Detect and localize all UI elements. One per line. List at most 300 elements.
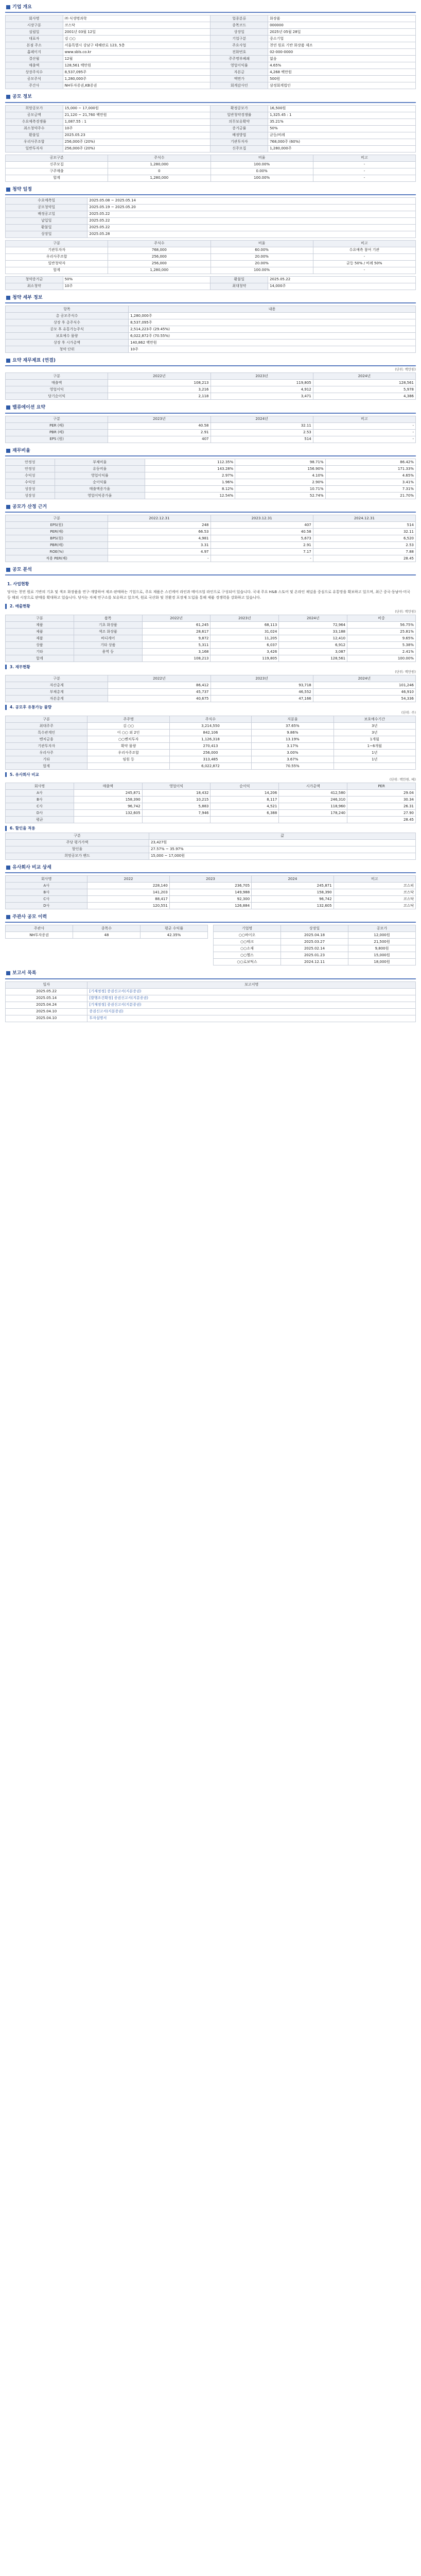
table-cell: 40.58: [210, 529, 313, 535]
column-header: 품목: [74, 615, 142, 621]
table-row: [6, 542, 416, 549]
table-cell: C사: [6, 803, 74, 810]
table-cell: -: [313, 161, 415, 168]
table-cell: 제품: [6, 635, 74, 641]
table-cell: 10,215: [142, 796, 210, 803]
table-cell: 3.31: [108, 542, 210, 549]
table-cell: 3,087: [279, 648, 347, 655]
table-cell: 상장 후 총주식수: [6, 319, 129, 326]
table-cell: 안정성: [6, 465, 55, 472]
table-header-row: [6, 981, 416, 988]
section-s6: [5, 403, 416, 443]
table-cell: 2.41%: [347, 648, 416, 655]
table-cell: 25.81%: [347, 628, 416, 635]
table-cell: 128,561: [313, 380, 415, 386]
column-header: 기업명: [214, 925, 281, 932]
table-cell: 21,500원: [348, 939, 416, 945]
table-cell: 270,413: [169, 742, 251, 749]
table-cell: 수익성: [6, 479, 55, 485]
table-header-row: [6, 876, 416, 883]
table-cell: 27.57% ~ 35.97%: [149, 846, 415, 853]
table-cell: 3,214,550: [169, 722, 251, 729]
table-row: [6, 522, 416, 529]
table-row: [6, 224, 416, 231]
column-header: 순이익: [210, 783, 279, 790]
table-row: [6, 62, 416, 69]
table-row: [6, 810, 416, 817]
unit-label: (단위: 백만원): [395, 609, 416, 614]
table-cell: 15,000원: [348, 952, 416, 959]
table-cell: 우리사주조합: [87, 749, 169, 756]
table-row: [6, 621, 416, 628]
table-cell: 21,120 ~ 21,760 백만원: [63, 112, 210, 118]
table-cell: [210, 817, 279, 823]
subsection-title: 2. 매출현황: [5, 604, 416, 608]
table-cell: 28.45: [313, 555, 415, 562]
column-header: 주주명: [87, 716, 169, 722]
table-cell: 주요사업: [210, 42, 268, 49]
table-cell: 6,388: [210, 810, 279, 817]
table-row: [6, 139, 416, 145]
table-row: [6, 22, 416, 29]
table-cell: 성장성: [6, 485, 55, 492]
table-cell: 1,280,000주: [63, 76, 210, 82]
column-header: 시가총액: [279, 783, 347, 790]
table-row: [6, 105, 416, 112]
table-cell: 12.54%: [145, 492, 235, 499]
table-cell: 23,427원: [149, 839, 415, 846]
table-cell: 주간사: [6, 82, 63, 89]
column-header: 주식수: [169, 716, 251, 722]
table-row: [6, 333, 416, 340]
table-cell: [279, 817, 347, 823]
table-row: [6, 319, 416, 326]
table-cell: NH투자증권,KB증권: [63, 82, 210, 89]
table-cell: 0.00%: [210, 168, 313, 175]
table-cell: 4,268 백만원: [268, 69, 416, 76]
table-cell: 2025.04.18: [281, 932, 348, 939]
column-header: 2023.12.31: [210, 515, 313, 522]
table-cell: 1,280,000주: [268, 145, 416, 152]
table-cell: 구주매출: [6, 168, 108, 175]
table-row: [6, 76, 416, 82]
table-cell: 92,300: [169, 896, 251, 903]
table-row: [6, 803, 416, 810]
table-cell: 313,485: [169, 756, 251, 762]
table-row: [6, 749, 416, 756]
table-cell: 1,280,000: [108, 161, 210, 168]
table-cell: 2025.04.24: [6, 1002, 87, 1008]
table-cell: 홈페이지: [6, 49, 63, 56]
table-cell: 결산월: [6, 56, 63, 62]
table-cell: 70.55%: [252, 762, 334, 769]
table-row: [6, 253, 416, 260]
unit-label: (단위: 백만원): [395, 367, 416, 372]
table-cell: 1,280,000: [108, 267, 210, 274]
table-cell: 배정공고일: [6, 211, 87, 217]
table-cell: 공모금액: [6, 112, 63, 118]
table-cell: 120,551: [87, 903, 169, 909]
column-header: 2024년: [210, 416, 313, 422]
table-cell: 768,000주 (60%): [268, 139, 416, 145]
table-cell: 8,117: [210, 796, 279, 803]
table-cell: 12,000원: [348, 932, 416, 939]
refund-table: [5, 276, 416, 290]
table-cell: 3.17%: [252, 742, 334, 749]
table-row: [6, 112, 416, 118]
table-cell: C사: [6, 896, 87, 903]
table-cell: 확약 물량: [87, 742, 169, 749]
table-cell: 의무보유확약: [210, 118, 268, 125]
table-row: [6, 247, 416, 253]
column-header: 종목수: [73, 925, 141, 932]
table-row: [6, 635, 416, 641]
table-cell: 최대청약: [210, 283, 268, 290]
table-row: [6, 56, 416, 62]
table-cell: 기관투자자: [6, 247, 108, 253]
table-cell: A사: [6, 883, 87, 889]
table-cell: 88,417: [87, 896, 169, 903]
table-cell: 171.33%: [325, 465, 415, 472]
table-cell: 천연 원료 기반 화장품 제조: [268, 42, 416, 49]
table-cell: 126,884: [169, 903, 251, 909]
column-header: 주식수: [108, 240, 210, 247]
table-cell: EPS (원): [6, 436, 108, 443]
table-cell: 영업이익률: [55, 472, 145, 479]
table-cell: 2.91: [108, 429, 210, 436]
table-cell: 245,871: [74, 790, 142, 796]
table-cell: 2.53: [313, 542, 415, 549]
table-cell: 상품: [6, 641, 74, 648]
table-cell: 공모 후 유통가능주식: [6, 326, 129, 333]
table-cell: 매출액: [6, 62, 63, 69]
unit-label: (단위: 백만원, 배): [389, 777, 416, 782]
table-cell: 2025.05.23: [63, 132, 210, 139]
table-cell: ㈜ 식생명과학: [63, 15, 210, 22]
section-title: 요약 재무제표 (연결): [5, 357, 416, 366]
table-cell: 18,432: [142, 790, 210, 796]
table-row: [6, 472, 416, 479]
table-cell: A사: [6, 790, 74, 796]
table-cell: 코스닥: [334, 889, 415, 896]
column-header: 매출액: [74, 783, 142, 790]
table-cell: [87, 762, 169, 769]
table-cell: 2025.03.27: [281, 939, 348, 945]
table-row: [6, 380, 416, 386]
table-cell: 유동비율: [55, 465, 145, 472]
table-row: [6, 211, 416, 217]
table-cell: 10주: [63, 125, 210, 132]
table-cell: 68,113: [210, 621, 279, 628]
table-cell: 2025.05.14: [6, 995, 87, 1002]
table-row: [6, 682, 416, 689]
table-cell: www.sbls.co.kr: [63, 49, 210, 56]
table-cell: 33,188: [279, 628, 347, 635]
table-cell: 공모청약일: [6, 204, 87, 211]
table-cell: 수요예측일: [6, 197, 87, 204]
table-cell: 균등 50% / 비례 50%: [313, 260, 415, 267]
column-header: 2023년: [210, 675, 313, 682]
column-header: 일자: [6, 981, 87, 988]
table-row: [6, 231, 416, 238]
table-cell: 27.90: [347, 810, 416, 817]
table-cell: 100.00%: [210, 161, 313, 168]
table-cell: 18,000원: [348, 959, 416, 965]
table-cell: 5.38%: [347, 641, 416, 648]
table-row: [6, 485, 416, 492]
table-cell: 자본금: [210, 69, 268, 76]
table-row: [6, 896, 416, 903]
section-title: 밸류에이션 요약: [5, 403, 416, 413]
table-cell: 바디케어: [74, 635, 142, 641]
table-cell: D사: [6, 903, 87, 909]
table-row: [6, 386, 416, 393]
table-row: [6, 276, 416, 283]
table-cell: ○○바이오: [214, 932, 281, 939]
table-cell: 500원: [268, 76, 416, 82]
table-cell: 환불일: [6, 224, 87, 231]
table-header-row: [6, 416, 416, 422]
report-link[interactable]: [발행조건확정] 증권신고서(지분증권): [87, 995, 416, 1002]
column-header: 항목: [6, 306, 129, 313]
section-s5: [5, 357, 416, 400]
table-cell: 대표자: [6, 36, 63, 42]
table-row: [6, 267, 416, 274]
table-cell: 514: [210, 436, 313, 443]
column-header: 2022년: [108, 675, 210, 682]
section-s7: [5, 447, 416, 499]
table-row: [6, 49, 416, 56]
table-cell: 일반청약경쟁률: [210, 112, 268, 118]
table-cell: 6,022,872: [169, 762, 251, 769]
table-cell: 35.21%: [268, 118, 416, 125]
table-row: [6, 15, 416, 22]
table-cell: ○○테크: [214, 939, 281, 945]
table-cell: NH투자증권: [6, 932, 73, 939]
table-cell: 93,718: [210, 682, 313, 689]
table-cell: 40.58: [108, 422, 210, 429]
column-header: 구분: [6, 716, 87, 722]
column-header: 2023년: [210, 615, 279, 621]
table-row: [6, 429, 416, 436]
table-cell: 100.00%: [210, 267, 313, 274]
table-cell: 2025.04.10: [6, 1015, 87, 1022]
table-cell: 김 ○○: [87, 722, 169, 729]
column-header: 구분: [6, 675, 108, 682]
table-row: [6, 161, 416, 168]
table-cell: 중소기업: [268, 36, 416, 42]
table-cell: 우리사주조합: [6, 139, 63, 145]
table-cell: 256,000: [108, 253, 210, 260]
column-header: 2024: [252, 876, 334, 883]
table-cell: 합계: [6, 175, 108, 181]
table-cell: 일반투자자: [6, 145, 63, 152]
table-cell: 9,872: [142, 635, 210, 641]
column-header: 2024.12.31: [313, 515, 415, 522]
table-row: [6, 465, 416, 472]
table-cell: 3년: [334, 722, 415, 729]
table-cell: 기타: [6, 756, 87, 762]
table-cell: 색조 화장품: [74, 628, 142, 635]
column-header: PER: [347, 783, 416, 790]
table-row: [6, 436, 416, 443]
page: [5, 3, 416, 1022]
table-cell: [334, 762, 415, 769]
section-s4: [5, 294, 416, 353]
table-cell: 6,912: [279, 641, 347, 648]
table-cell: 1년: [334, 749, 415, 756]
table-cell: 14,000주: [268, 283, 416, 290]
report-list-table: [5, 981, 416, 1022]
company-overview-table: [5, 15, 416, 89]
table-cell: 02-000-0000: [268, 49, 416, 56]
table-row: [6, 217, 416, 224]
table-row: [6, 529, 416, 535]
table-cell: 1,325.45 : 1: [268, 112, 416, 118]
table-cell: 액면가: [210, 76, 268, 82]
underwriter-summary: [5, 925, 208, 965]
table-cell: 6,022,872주 (70.55%): [129, 333, 416, 340]
table-cell: 청약증거금: [6, 276, 63, 283]
table-cell: 신주모집: [6, 161, 108, 168]
subscription-detail-table: [5, 306, 416, 353]
table-cell: -: [313, 429, 415, 436]
table-cell: 제품: [6, 621, 74, 628]
table-cell: 6,037: [210, 641, 279, 648]
table-cell: 108,213: [142, 655, 210, 662]
table-cell: 141,203: [87, 889, 169, 896]
section-title: 청약 세부 정보: [5, 294, 416, 303]
table-cell: 할인율: [6, 846, 149, 853]
table-cell: 합계: [6, 655, 74, 662]
table-cell: 우리사주조합: [6, 253, 108, 260]
table-cell: 407: [108, 436, 210, 443]
table-cell: 245,871: [252, 883, 334, 889]
table-cell: 합계: [6, 762, 87, 769]
table-cell: 회사명: [6, 15, 63, 22]
section-s10: [5, 863, 416, 909]
report-link[interactable]: [기재정정] 증권신고서(지분증권): [87, 1002, 416, 1008]
subsection-title: 6. 할인율 적용: [5, 826, 416, 831]
table-row: [6, 197, 416, 204]
table-cell: 46,552: [210, 689, 313, 696]
column-header: 보호예수기간: [334, 716, 415, 722]
table-header-row: [6, 783, 416, 790]
table-row: [6, 988, 416, 995]
report-link[interactable]: 투자설명서: [87, 1015, 416, 1022]
table-cell: 149,988: [169, 889, 251, 896]
table-cell: 13.19%: [252, 736, 334, 742]
table-cell: 50%: [63, 276, 210, 283]
section-title: 공모 정보: [5, 93, 416, 103]
table-row: [6, 689, 416, 696]
table-header-row: [6, 155, 416, 161]
underwriter-recent-table: [213, 925, 416, 965]
table-cell: 화장품: [268, 15, 416, 22]
table-cell: [74, 655, 142, 662]
table-cell: 66.53: [108, 529, 210, 535]
table-cell: 특수관계인: [6, 729, 87, 736]
table-cell: 매출액: [6, 380, 108, 386]
table-row: [6, 422, 416, 429]
table-cell: 이 ○○ 외 2인: [87, 729, 169, 736]
table-cell: -: [313, 253, 415, 260]
table-cell: 설립일: [6, 29, 63, 36]
table-cell: 2025.05.22: [6, 988, 87, 995]
table-cell: PBR (배): [6, 429, 108, 436]
table-cell: 4.97: [108, 549, 210, 555]
column-header: 2022.12.31: [108, 515, 210, 522]
report-link[interactable]: [기재정정] 증권신고서(지분증권): [87, 988, 416, 995]
table-cell: 부채비율: [55, 459, 145, 465]
table-cell: -: [210, 555, 313, 562]
table-cell: D사: [6, 810, 74, 817]
table-cell: 주주명부폐쇄: [210, 56, 268, 62]
table-cell: 4.65%: [325, 472, 415, 479]
discount-table: [5, 833, 416, 860]
table-cell: 9.65%: [347, 635, 416, 641]
table-cell: 1년: [334, 756, 415, 762]
table-cell: -: [108, 555, 210, 562]
table-cell: 4.65%: [268, 62, 416, 69]
table-cell: 2.97%: [145, 472, 235, 479]
table-row: [214, 932, 416, 939]
unit-label: (단위: 주): [401, 710, 416, 715]
section-title: 재무비율: [5, 447, 416, 456]
table-row: [6, 932, 208, 939]
table-cell: 영업이익률: [210, 62, 268, 69]
table-cell: 256,000: [169, 749, 251, 756]
table-cell: 3,168: [142, 648, 210, 655]
table-cell: 28,617: [142, 628, 210, 635]
subsection-title: 4. 공모후 유통가능 물량: [5, 705, 416, 709]
table-cell: 50%: [268, 125, 416, 132]
table-cell: 종목코드: [210, 22, 268, 29]
subscription-schedule-table: [5, 197, 416, 238]
table-cell: 412,580: [279, 790, 347, 796]
table-row: [6, 492, 416, 499]
section-s2: [5, 93, 416, 181]
table-cell: 기타: [6, 648, 74, 655]
table-cell: 37.65%: [252, 722, 334, 729]
table-cell: 10.71%: [235, 485, 325, 492]
column-header: 비중: [347, 615, 416, 621]
section-s8: [5, 503, 416, 562]
subsection-title: 3. 재무현황: [5, 665, 416, 669]
table-cell: ○○벤처투자: [87, 736, 169, 742]
table-cell: 상장일: [210, 29, 268, 36]
column-header: 회사명: [6, 783, 74, 790]
table-cell: 7.17: [210, 549, 313, 555]
table-row: [6, 846, 416, 853]
table-row: [6, 729, 416, 736]
table-cell: 2025년 05월 28일: [268, 29, 416, 36]
table-cell: 총 공모주식수: [6, 313, 129, 319]
table-cell: 28.45: [347, 817, 416, 823]
table-cell: 47,166: [210, 696, 313, 702]
table-row: [6, 260, 416, 267]
report-link[interactable]: 증권신고서(지분증권): [87, 1008, 416, 1015]
table-cell: 수요예측 참여 기관: [313, 247, 415, 253]
table-header-row: [214, 925, 416, 932]
table-row: [6, 69, 416, 76]
table-cell: 228,140: [87, 883, 169, 889]
table-row: [6, 459, 416, 465]
column-header: 2022: [87, 876, 169, 883]
column-header: 2023년: [108, 416, 210, 422]
table-header-row: [6, 675, 416, 682]
table-cell: 1,126,318: [169, 736, 251, 742]
